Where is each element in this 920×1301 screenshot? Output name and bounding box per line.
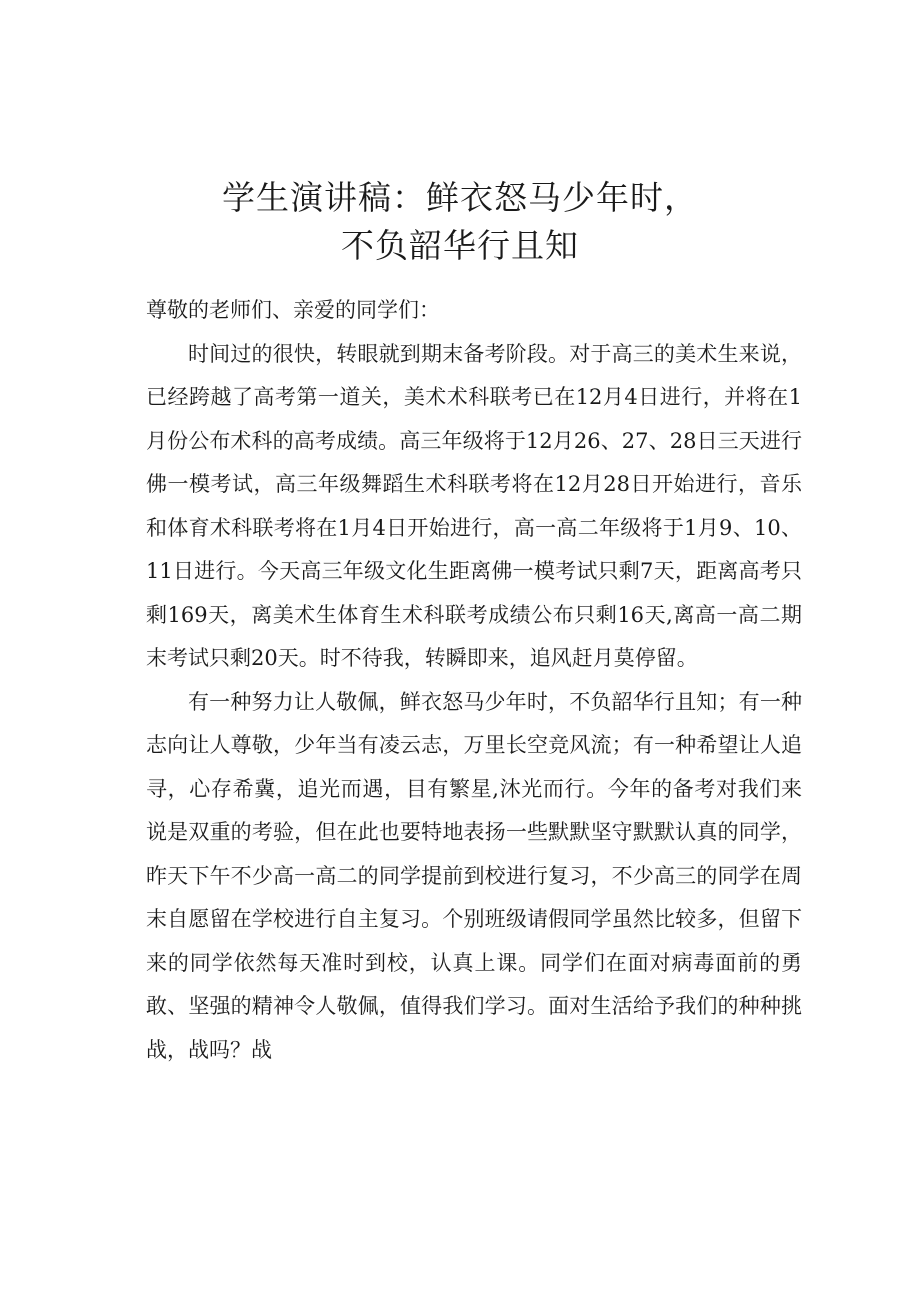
title-line-2: 不负韶华行且知 — [341, 226, 579, 266]
paragraph-1: 时间过的很快，转眼就到期末备考阶段。对于高三的美术生来说，已经跨越了高考第一道关，美术术科联考已在12月4日进行，并将在1月份公布术科的高考成绩。高三年级将于12月26、27、28日三天进行佛一模考试，高三年级舞蹈生术科联考将在12月28日开始进行，音乐和体育术科联考将在1月4日开始进行，高一高二年级将于1月9、10、11日进行。今天高三年级文化生距离佛一模考试只剩7天，距离高考只剩169天，离美术生体育生术科联考成绩公布只剩16天,离高一高二期末考试只剩20天。时不待我，转瞬即来，追风赶月莫停留。 — [146, 341, 802, 670]
title-line-1: 学生演讲稿：鲜衣怒马少年时， — [222, 178, 698, 218]
paragraph-2: 有一种努力让人敬佩，鲜衣怒马少年时，不负韶华行且知；有一种志向让人尊敬，少年当有凌云志，万里长空竞风流；有一种希望让人追寻，心存希冀，追光而遇，目有繁星,沐光而行。今年的备考对我们来说是双重的考验，但在此也要特地表扬一些默默坚守默默认真的同学，昨天下午不少高一高二的同学提前到校进行复习，不少高三的同学在周末自愿留在学校进行自主复习。个别班级请假同学虽然比较多，但留下来的同学依然每天准时到校，认真上课。同学们在面对病毒面前的勇敢、坚强的精神令人敬佩，值得我们学习。面对生活给予我们的种种挑战，战吗？战 — [146, 689, 802, 1062]
salutation: 尊敬的老师们、亲爱的同学们： — [146, 298, 440, 322]
document-title — [0, 174, 920, 270]
document-body — [146, 289, 802, 1072]
